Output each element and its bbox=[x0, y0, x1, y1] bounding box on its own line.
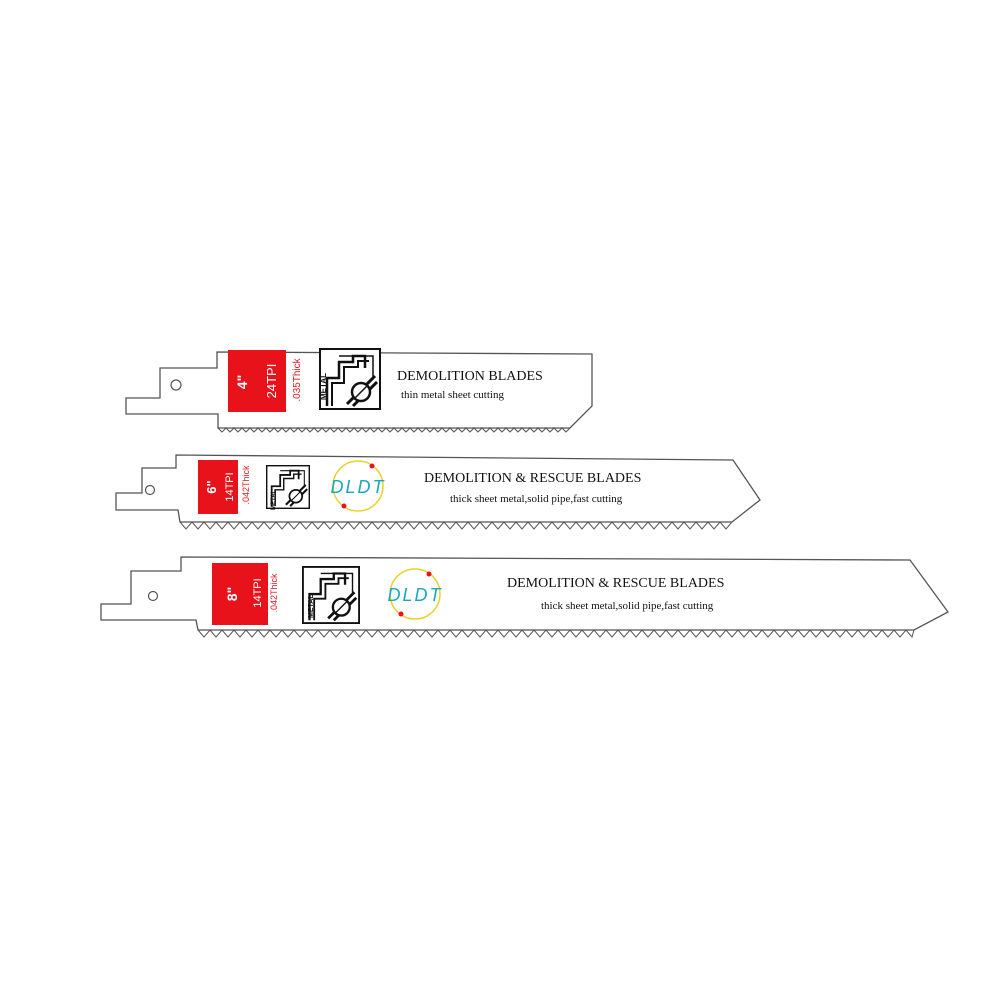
blade-title: DEMOLITION & RESCUE BLADES bbox=[424, 471, 642, 486]
blade-thickness: .042Thick bbox=[241, 465, 251, 505]
blade-subtitle: thick sheet metal,solid pipe,fast cutting bbox=[450, 493, 623, 505]
blade-tpi: 14TPI bbox=[224, 472, 236, 502]
blade-8-inch bbox=[101, 557, 948, 637]
blade-teeth bbox=[198, 630, 914, 637]
blade-tpi: 14TPI bbox=[252, 578, 264, 608]
blade-title: DEMOLITION BLADES bbox=[397, 369, 543, 384]
blade-teeth bbox=[180, 522, 732, 529]
blade-6-inch bbox=[116, 455, 760, 529]
blade-thickness: .042Thick bbox=[269, 573, 279, 613]
blade-thickness: .035Thick bbox=[292, 358, 303, 402]
material-label: METAL bbox=[271, 489, 277, 510]
mounting-hole bbox=[149, 592, 158, 601]
blade-4-inch bbox=[126, 349, 592, 432]
svg-text:DLDT: DLDT bbox=[387, 585, 443, 605]
blade-title: DEMOLITION & RESCUE BLADES bbox=[507, 576, 725, 591]
mounting-hole bbox=[171, 380, 181, 390]
metal-icon bbox=[320, 349, 380, 409]
svg-text:DLDT: DLDT bbox=[330, 477, 386, 497]
material-label: METAL bbox=[308, 594, 315, 618]
blade-size: 4" bbox=[234, 374, 250, 390]
mounting-hole bbox=[146, 486, 155, 495]
blade-subtitle: thin metal sheet cutting bbox=[401, 389, 504, 401]
blade-size: 6" bbox=[204, 480, 219, 494]
material-label: METAL bbox=[319, 373, 328, 400]
blade-tpi: 24TPI bbox=[264, 363, 279, 399]
blade-size: 8" bbox=[224, 586, 240, 602]
blade-subtitle: thick sheet metal,solid pipe,fast cutting bbox=[541, 600, 714, 612]
